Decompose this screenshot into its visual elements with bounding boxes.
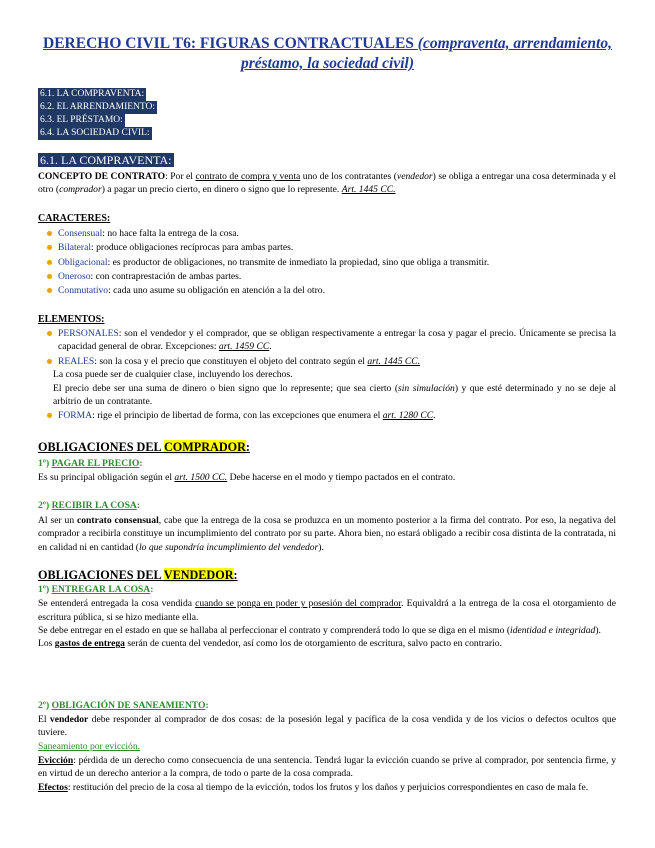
obligation-title-text: ENTREGAR LA COSA	[51, 584, 151, 596]
elementos-heading: ELEMENTOS	[38, 314, 102, 325]
obligation-title: 1º) ENTREGAR LA COSA:	[38, 584, 154, 596]
heading-text: OBLIGACIONES DEL	[38, 440, 164, 454]
body-text: El	[38, 714, 50, 726]
article-reference: art. 1500 CC.	[174, 472, 228, 484]
caracteres-heading: CARACTERES	[38, 213, 107, 224]
heading-text: :	[245, 440, 250, 454]
list-item	[38, 270, 616, 283]
body-text: serán de cuenta del vendedor, así como los de otorgamiento de escritura, salvo pacto en contrario.	[124, 638, 502, 650]
caracteres-block: CARACTERES: Consensual: no hace falta la entrega de la cosa. Bilateral: produce obligaciones recíprocas para ambas partes. Obligacional: es productor de obligaciones, no transmite de inmediato la propiedad, sino que obliga a transmitir. Oneroso: con contraprestación de ambas partes. Conmutativo: cada uno asume su obligación en atención a la del otro.	[38, 212, 616, 297]
reales-line: La cosa puede ser de cualquier clase, incluyendo los derechos.	[53, 368, 293, 380]
obligaciones-vendedor-2	[38, 699, 616, 794]
obligaciones-heading	[38, 569, 616, 582]
obligation-title-text: OBLIGACIÓN DE SANEAMIENTO	[51, 700, 206, 711]
caracter-text: : no hace falta la entrega de la cosa.	[102, 228, 239, 240]
caracter-term: Oneroso	[58, 270, 91, 282]
concept-text: uno de los contratantes (	[300, 171, 397, 182]
obligaciones-comprador	[38, 441, 616, 485]
obligation-text	[38, 637, 616, 650]
list-item	[38, 355, 616, 368]
body-text: : pérdida de un derecho como consecuencia de una sentencia. Tendrá lugar la evicción cuando se prive al comprador, por sentencia firme, y en virtud de un derecho anterior a la compra, de todo o parte de la cosa comprada.	[38, 754, 616, 780]
reales-text: ) y que esté determinado y no se deje al arbitrio de un contratante.	[53, 383, 617, 408]
toc-item[interactable]: 6.3. EL PRÉSTAMO:	[40, 115, 123, 125]
caracteres-list	[38, 227, 616, 297]
article-reference: art. 1459 CC	[218, 341, 270, 353]
term-bold: Evicción	[38, 754, 74, 766]
toc-item[interactable]: 6.2. EL ARRENDAMIENTO:	[40, 102, 156, 112]
obligation-title: 2º) RECIBIR LA COSA:	[38, 500, 141, 511]
concept-paragraph	[38, 170, 616, 196]
body-bold: vendedor	[49, 714, 89, 726]
list-item	[38, 227, 616, 240]
heading-text: :	[233, 568, 238, 582]
obligation-title: 1º) PAGAR EL PRECIO:	[38, 458, 143, 470]
body-text: ).	[318, 541, 324, 553]
list-item: PERSONALES: son el vendedor y el comprador, que se obligan respectivamente a entregar la cosa y pagar el precio. Únicamente se precisa la capacidad general de obrar. Excepciones: art. 1459 CC.	[38, 327, 616, 353]
title-main: DERECHO CIVIL T6: FIGURAS CONTRACTUALES	[43, 35, 418, 52]
list-item: FORMA: rige el principio de libertad de forma, con las excepciones que enumera el art. 1280 CC.	[38, 409, 616, 422]
obligation-number: 2º)	[38, 700, 52, 711]
obligation-title: 2º) OBLIGACIÓN DE SANEAMIENTO:	[38, 700, 209, 711]
obligation-text	[38, 781, 616, 794]
list-item	[38, 284, 616, 297]
obligation-text	[38, 624, 616, 637]
list-item	[38, 256, 616, 269]
obligation-number: 2º)	[38, 500, 52, 511]
body-italic: identidad e integridad	[510, 624, 596, 636]
body-text: Se debe entregar en el estado en que se hallaba al perfeccionar el contrato y comprenderá todo lo que se diga en el mismo (	[38, 624, 511, 636]
caracter-text: : es productor de obligaciones, no transmite de inmediato la propiedad, sino que obliga a transmitir.	[107, 256, 490, 268]
elemento-text: : son el vendedor y el comprador, que se obligan respectivamente a entregar la cosa y pagar el precio. Únicamente se precisa la capacidad general de obrar. Excepciones:	[58, 328, 616, 353]
heading-highlight: VENDEDOR	[163, 568, 234, 582]
heading-text: OBLIGACIONES DEL	[38, 568, 164, 582]
section-heading-label: 6.1. LA COMPRAVENTA:	[40, 153, 172, 167]
body-text: Debe hacerse en el modo y tiempo pactados en el contrato.	[227, 472, 456, 484]
body-text: Es su principal obligación según el	[38, 472, 175, 484]
body-italic: lo que supondría incumplimiento del vendedor	[138, 541, 319, 553]
reales-italic: sin simulación	[398, 383, 455, 395]
obligation-number: 1º)	[38, 458, 52, 470]
concept-colon: : Por el	[165, 171, 196, 182]
body-text: Al ser un	[38, 515, 77, 527]
obligation-number: 1º)	[38, 584, 52, 596]
obligation-text	[38, 754, 616, 780]
obligation-text	[38, 713, 616, 739]
body-text: ).	[595, 624, 601, 636]
reales-line	[53, 382, 616, 408]
body-text: Se entenderá entregada la cosa vendida	[38, 598, 196, 610]
toc-item[interactable]: 6.4. LA SOCIEDAD CIVIL:	[40, 128, 150, 138]
elemento-term: REALES	[58, 355, 95, 367]
caracter-text: : con contraprestación de ambas partes.	[90, 270, 242, 282]
concept-vendedor: vendedor	[396, 171, 433, 182]
document-title	[30, 34, 625, 74]
elementos-block: ELEMENTOS: PERSONALES: son el vendedor y el comprador, que se obligan respectivamente a entregar la cosa y pagar el precio. Únicamente se precisa la capacidad general de obrar. Excepciones: art. 1459 CC. REALES: son la cosa y el precio que constituyen el objeto del contrato según el art. 1445 CC. La cosa puede ser de cualquier clase, incluyendo los derechos. El precio debe ser una suma de dinero o bien signo que lo represente; que sea cierto (sin simulación) y que esté determinado y no se deje al arbitrio de un contratante. FORMA: rige el principio de libertad de forma, con las excepciones que enumera el art. 1280 CC.	[38, 314, 617, 422]
caracter-term: Bilateral	[58, 242, 92, 254]
obligaciones-comprador-2	[38, 499, 616, 554]
caracter-term: Obligacional	[58, 256, 108, 268]
concept-term: contrato de compra y venta	[195, 171, 301, 182]
elemento-term: FORMA	[58, 410, 93, 422]
obligaciones-heading	[38, 441, 616, 454]
term-bold: Efectos	[38, 782, 68, 794]
elementos-list-2	[38, 409, 616, 422]
list-item	[38, 241, 616, 254]
obligation-text	[38, 514, 616, 554]
toc-item[interactable]: 6.1. LA COMPRAVENTA:	[40, 89, 145, 99]
body-text: debe responder al comprador de dos cosas: de la posesión legal y pacífica de la cosa vendida y de los vicios o defectos ocultos que tuviere.	[38, 714, 616, 739]
concept-comprador: comprador	[59, 184, 102, 196]
elemento-term: PERSONALES	[58, 328, 119, 340]
body-text: , cabe que la entrega de la cosa se produzca en un momento posterior a la firma del contrato. Por eso, la negativa del comprador a recibirla constituye un incumplimiento del contrato por su parte. Ahora bien, no estará obligado a recibir cosa distinta de la contratada, ni en calidad ni en cantidad (	[38, 515, 616, 553]
body-text: : restitución del precio de la cosa al tiempo de la evicción, todos los frutos y los daños y perjuicios correspondientes en caso de mala fe.	[67, 782, 589, 794]
obligation-text	[38, 471, 616, 484]
section-heading	[38, 154, 616, 168]
obligation-title-text: RECIBIR LA COSA	[51, 500, 137, 511]
body-text: . Equivaldrá a la entrega de la cosa el otorgamiento de escritura pública, si se hizo mediante ella.	[38, 598, 616, 623]
reales-detail	[38, 368, 616, 409]
elemento-text: : son la cosa y el precio que constituyen el objeto del contrato según el	[94, 355, 368, 367]
body-underline: cuando se ponga en poder y posesión del comprador	[195, 598, 402, 610]
caracter-term: Conmutativo	[58, 285, 109, 297]
elementos-list	[38, 327, 616, 368]
body-text: Los	[38, 638, 55, 650]
reales-text: El precio debe ser una suma de dinero o bien signo que lo represente; que sea cierto (	[53, 383, 399, 395]
title-paren: (compraventa, arrendamiento, préstamo, la sociedad civil)	[240, 35, 612, 72]
concept-text: ) a pagar un precio cierto, en dinero o signo que lo represente.	[101, 184, 342, 196]
concept-text: ) se obliga a entregar una cosa determinada y el otro (	[38, 171, 616, 196]
subsection-title: Saneamiento por evicción.	[38, 740, 141, 752]
caracter-term: Consensual	[58, 228, 103, 240]
elemento-text: : rige el principio de libertad de forma, con las excepciones que enumera el	[92, 410, 383, 422]
body-bold: gastos de entrega	[54, 638, 125, 650]
article-reference: art. 1280 CC	[382, 410, 434, 422]
obligation-text	[38, 597, 616, 623]
concept-label: CONCEPTO DE CONTRATO	[38, 171, 166, 182]
heading-highlight: COMPRADOR	[163, 440, 246, 454]
table-of-contents	[38, 88, 157, 140]
caracter-text: : cada uno asume su obligación en atención a la del otro.	[108, 285, 325, 297]
article-reference: art. 1445 CC.	[367, 355, 421, 367]
caracter-text: : produce obligaciones recíprocas para ambas partes.	[91, 242, 294, 254]
obligaciones-vendedor	[38, 569, 616, 650]
obligation-title-text: PAGAR EL PRECIO	[51, 458, 140, 470]
article-reference: Art. 1445 CC.	[341, 184, 396, 196]
body-bold: contrato consensual	[76, 515, 159, 527]
